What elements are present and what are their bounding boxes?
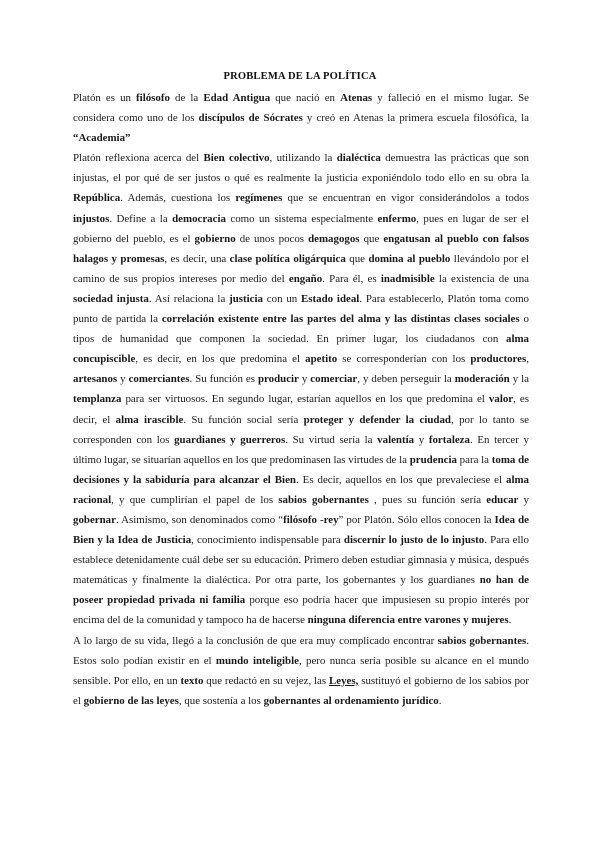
text-segment: Platón reflexiona acerca del (73, 152, 204, 165)
bold-text: Idea de Bien y la Idea de Justicia (73, 513, 529, 547)
text-segment: con un (262, 292, 302, 305)
text-segment: . Su función social sería (183, 413, 304, 426)
text-segment: porque eso podría hacer que impusiesen su propio interés por encima del de la comunidad y tampoco ha de hacerse (73, 594, 529, 627)
bold-text: clase política oligárquica (229, 252, 346, 265)
bold-text: comerciantes (128, 373, 190, 386)
bold-text: guardianes y guerreros (174, 433, 286, 446)
bold-text: correlación existente entre las partes del alma y las distintas clases sociales (161, 313, 520, 326)
text-segment: y (117, 373, 129, 386)
bold-text: sabios gobernantes (278, 493, 369, 506)
bold-text: proteger y defender la ciudad (303, 413, 451, 426)
text-segment: que redactó en su vejez, las (203, 674, 329, 687)
text-segment: demuestra las prácticas que son injustas, el por qué de ser justos o qué es realmente la justicia exponiéndolo todo ello en su obra la (73, 152, 529, 185)
paragraph-1 (73, 88, 529, 148)
bold-text: injustos (73, 212, 110, 225)
text-segment: . Para él, es (322, 272, 381, 285)
bold-text: valor (488, 393, 514, 406)
text-segment: que nació en (270, 92, 341, 104)
bold-text: Bien colectivo (203, 152, 270, 165)
bold-text: justicia (229, 292, 263, 305)
text-segment: y (298, 373, 311, 386)
text-segment: , es decir, en los que predomina el (135, 353, 306, 366)
text-segment: se corresponderían con los (337, 353, 471, 366)
text-segment: que (345, 252, 369, 265)
bold-text: dialéctica (336, 152, 381, 165)
bold-text: gobierno de las leyes (83, 694, 179, 707)
bold-text: filósofo (136, 92, 170, 104)
bold-text: domina al pueblo (368, 252, 451, 265)
text-segment: , que sostenía a los (178, 694, 264, 707)
text-segment: . Es decir, aquellos en los que prevaleciese el (295, 473, 506, 486)
bold-text: mundo inteligible (215, 654, 299, 667)
bold-text: “Academia” (73, 132, 131, 145)
text-segment: para la (456, 453, 492, 466)
bold-text: alma irascible (115, 413, 184, 426)
text-segment: . Así relaciona la (148, 292, 230, 305)
text-segment: , pues en lugar de ser el gobierno del pueblo, es el (73, 212, 530, 245)
bold-text: discernir lo justo de lo injusto (343, 534, 485, 547)
paragraph-2 (73, 148, 529, 630)
text-segment: . Asimismo, son denominados como “ (115, 513, 284, 526)
text-segment: de la (169, 92, 204, 104)
bold-text: sociedad injusta (73, 292, 149, 305)
text-segment: , es decir, una (164, 252, 230, 265)
text-segment: de unos pocos (235, 232, 309, 245)
text-segment: y (518, 493, 529, 506)
bold-text: gobierno (194, 232, 236, 245)
text-segment: . Para ello establece detenidamente cuál debe ser su educación. Primero deben estudiar gimnasia y música, después matemáticas y finalmente la dialéctica. Por otra parte, los gobernantes y los guardianes (73, 534, 529, 587)
text-segment: . Para establecerlo, Platón toma como punto de partida la (73, 292, 529, 326)
bold-text: engatusan al pueblo con falsos halagos y promesas (73, 232, 530, 265)
bold-text: República (73, 192, 121, 205)
bold-text: ninguna diferencia entre varones y mujeres (307, 614, 509, 627)
text-segment: llevándolo por el camino de sus propios intereses por medio del (73, 252, 529, 285)
text-segment: , es decir, el (73, 393, 529, 426)
text-segment: . Estos solo podían existir en el (73, 634, 529, 667)
text-segment: , pues su función sería (368, 493, 487, 506)
text-segment: , y que cumplirían el papel de los (111, 493, 279, 506)
text-segment: y falleció en el mismo lugar. Se considera como uno de los (73, 92, 529, 125)
bold-text: alma racional (73, 473, 529, 506)
bold-text: discípulos de Sócrates (198, 112, 303, 125)
text-segment: , (526, 353, 529, 366)
bold-text: regímenes (235, 192, 283, 205)
text-segment: , pero nunca sería posible su alcance en el mundo sensible. Por ello, en un (73, 654, 529, 687)
text-segment: la existencia de una (434, 272, 530, 285)
bold-text: inadmisible (380, 272, 435, 285)
document-body (73, 88, 529, 711)
bold-text: alma concupiscible (73, 333, 529, 366)
paragraph-3 (73, 631, 529, 711)
text-segment: , conocimiento indispensable para (191, 534, 344, 547)
text-segment: sustituyó el gobierno de los sabios por el (73, 674, 529, 707)
text-segment: que se encuentran en vigor considerándolos a todos (282, 192, 529, 205)
bold-text: no han de poseer propiedad privada ni familia (73, 574, 529, 607)
text-segment: para ser virtuosos. En segundo lugar, estarían aquellos en los que predomina el (121, 393, 489, 406)
bold-text: valentía (377, 433, 415, 446)
text-segment: que (359, 232, 384, 245)
bold-text: gobernantes al ordenamiento jurídico (263, 694, 439, 707)
bold-text: productores (470, 353, 527, 366)
text-segment: como un sistema especialmente (225, 212, 378, 225)
bold-text: artesanos (73, 373, 118, 386)
bold-text: engaño (288, 272, 323, 285)
text-segment: , y deben perseguir la (357, 373, 455, 386)
text-segment: , por lo tanto se corresponden con los (73, 413, 530, 446)
text-segment: y (414, 433, 429, 446)
bold-text: prudencia (409, 453, 457, 466)
bold-text: templanza (73, 393, 122, 406)
text-segment: ” por Platón. Sólo ellos conocen la (338, 513, 495, 526)
page-title: PROBLEMA DE LA POLÍTICA (223, 71, 377, 82)
bold-text: moderación (454, 373, 510, 386)
text-segment: o tipos de humanidad que componen la sociedad. En primer lugar, los ciudadanos con (73, 313, 529, 346)
bold-text: texto (180, 674, 204, 687)
text-segment: . (508, 614, 512, 627)
text-segment: . Su función es (189, 373, 258, 386)
text-segment: . Además, cuestiona los (120, 192, 236, 205)
text-segment: Platón es un (73, 92, 137, 104)
bold-text: Edad Antigua (203, 92, 271, 104)
bold-text: toma de decisiones y la sabiduría para alcanzar el Bien (73, 453, 529, 486)
bold-text: Leyes, (329, 674, 359, 687)
bold-text: apetito (305, 353, 338, 366)
bold-text: producir (257, 373, 299, 386)
text-segment: y creó en Atenas la primera escuela filosófica, la (302, 112, 529, 125)
text-segment: , utilizando la (269, 152, 337, 165)
text-segment: . Define a la (109, 212, 173, 225)
bold-text: sabios gobernantes (437, 634, 527, 647)
bold-text: democracia (172, 212, 226, 225)
bold-text: Estado ideal (301, 292, 360, 305)
text-segment: A lo largo de su vida, llegó a la conclusión de que era muy complicado encontrar (73, 634, 438, 647)
bold-text: demagogos (308, 232, 360, 245)
bold-text: enfermo (377, 212, 417, 225)
bold-text: filósofo -rey (283, 513, 339, 526)
text-segment: . Su virtud sería la (285, 433, 378, 446)
bold-text: fortaleza (428, 433, 470, 446)
bold-text: gobernar (73, 513, 116, 526)
bold-text: educar (486, 493, 519, 506)
bold-text: Atenas (340, 92, 373, 104)
text-segment: . En tercer y último lugar, se situarían aquellos en los que predominasen las virtudes de la (73, 433, 529, 466)
bold-text: comerciar (310, 373, 358, 386)
text-segment: . (438, 694, 442, 707)
text-segment: y la (509, 373, 530, 386)
